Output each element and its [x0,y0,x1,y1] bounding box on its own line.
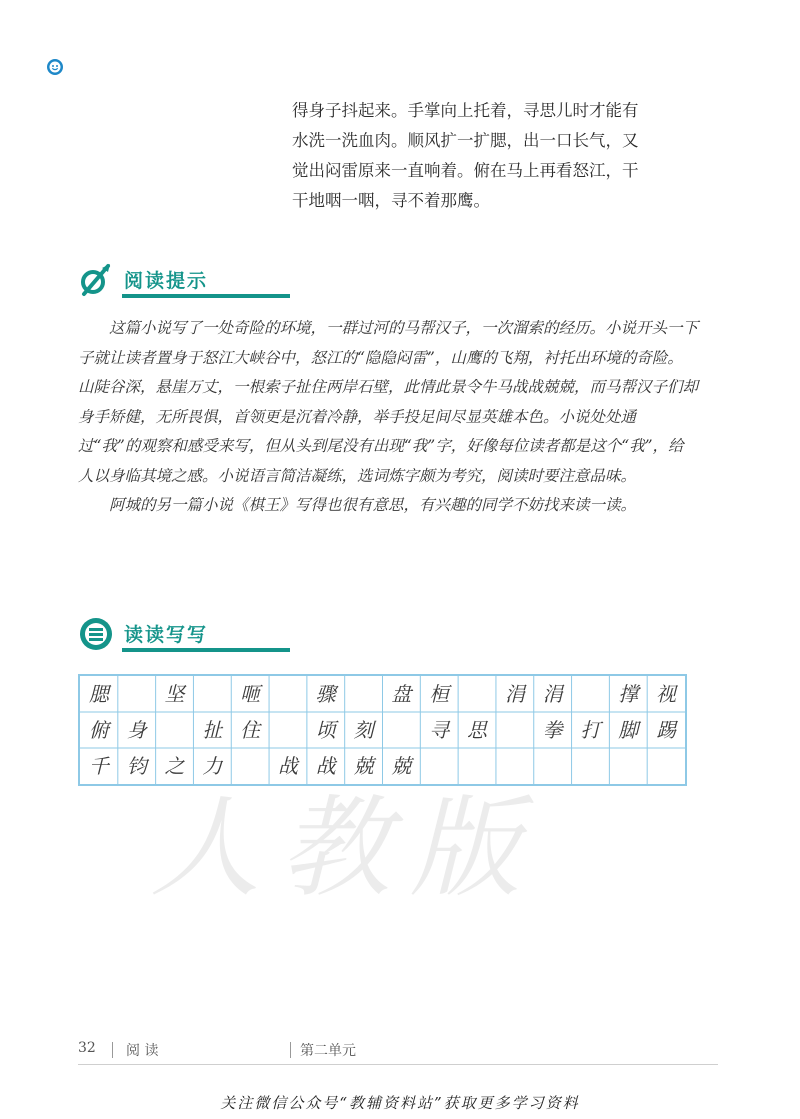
passage-line: 水洗一洗血肉。顺风扩一扩腮，出一口长气，又 [292,131,639,150]
quill-icon [78,262,114,298]
grid-character: 咂 [240,682,261,706]
page-footer [78,1040,718,1062]
grid-character: 踢 [656,718,677,742]
footer-section: 阅 读 [126,1043,159,1059]
passage-line: 干地咽一咽，寻不着那鹰。 [292,191,490,210]
grid-character: 桓 [429,682,450,706]
grid-character: 兢 [353,754,374,778]
grid-character: 盘 [391,682,412,706]
grid-character: 扯 [202,718,223,742]
list-icon [78,616,114,652]
reading-tips-body [78,314,698,521]
footer-rule [78,1064,718,1065]
grid-character: 视 [656,682,677,706]
passage-line: 觉出闷雷原来一直响着。俯在马上再看怒江，干 [292,161,639,180]
title-underline [122,294,290,298]
writing-grid [78,674,687,786]
grid-character: 思 [467,718,488,742]
grid-character: 兢 [391,754,412,778]
footer-divider [290,1042,291,1058]
grid-character: 顷 [315,718,336,742]
story-excerpt [292,96,702,216]
grid-character: 力 [202,754,223,778]
grid-character: 战 [315,754,336,778]
grid-character: 身 [126,718,147,742]
publisher-watermark: 人教版 [150,784,540,912]
title-underline [122,648,290,652]
grid-character: 涓 [504,682,525,706]
grid-character: 俯 [88,718,109,742]
passage-line: 得身子抖起来。手掌向上托着，寻思儿时才能有 [292,101,639,120]
grid-character: 刻 [353,718,374,742]
grid-character: 脚 [618,718,639,742]
grid-character: 战 [277,754,298,778]
section-title: 读读写写 [124,624,209,646]
grid-character: 坚 [164,682,185,706]
grid-character: 腮 [88,682,109,706]
footer-unit: 第二单元 [300,1043,356,1059]
grid-character: 钧 [126,754,147,778]
grid-character: 之 [164,754,185,778]
grid-character: 涓 [542,682,563,706]
page-number: 32 [78,1040,96,1056]
grid-character: 打 [580,718,601,742]
grid-character: 拳 [542,718,563,742]
promo-caption: 关注微信公众号“教辅资料站”获取更多学习资料 [220,1094,580,1112]
section-title: 阅读提示 [124,270,209,292]
reading-tips-header [78,262,298,302]
grid-character: 寻 [429,718,450,742]
footer-divider [112,1042,113,1058]
grid-character: 住 [240,718,261,742]
grid-character: 撑 [618,682,639,706]
read-write-header [78,616,298,656]
grid-character: 千 [88,754,109,778]
grid-character: 骤 [315,682,336,706]
smiley-icon [46,58,64,76]
tips-paragraph: 阿城的另一篇小说《棋王》写得也很有意思，有兴趣的同学不妨找来读一读。 [109,496,637,514]
tips-paragraph: 这篇小说写了一处奇险的环境，一群过河的马帮汉子，一次溜索的经历。小说开头一下子就让读者置身于怒江大峡谷中，怒江的“隐隐闷雷”，山鹰的飞翔，衬托出环境的奇险。山陡谷深，悬崖万丈，一根索子扯住两岸石壁，此情此景令牛马战战兢兢，而马帮汉子们却身手矫健，无所畏惧，首领更是沉着冷静，举手投足间尽显英雄本色。小说处处通过“我”的观察和感受来写，但从头到尾没有出现“我”字，好像每位读者都是这个“我”，给人以身临其境之感。小说语言简洁凝练，选词炼字颇为考究，阅读时要注意品味。 [78,319,699,485]
